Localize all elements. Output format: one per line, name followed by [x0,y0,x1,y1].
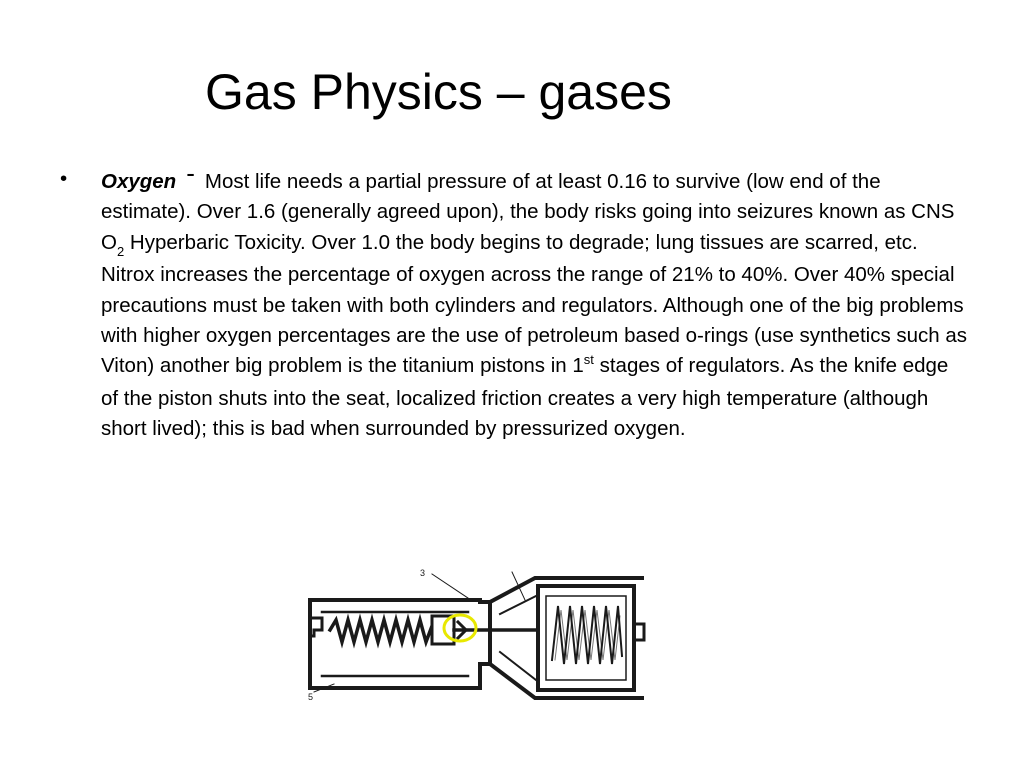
piston-spring [330,620,432,642]
regulator-first-stage-diagram [300,560,650,720]
subscript-two: 2 [116,243,125,259]
bullet-term: Oxygen [101,170,177,193]
leader-line-top [432,574,468,598]
bullet-dash: - [186,158,195,188]
bullet-text-part-1: Most life needs a partial pressure of at least 0.16 to survive (low end of the estimate). Over 1.6 (generally agreed upon), the body risks going into seizures known as CNS O [101,170,955,254]
diagram-label-bottom: 5 [308,692,314,702]
bullet-text-part-2: Hyperbaric Toxicity. Over 1.0 the body begins to degrade; lung tissues are scarred, etc. Nitrox increases the percentage of oxygen across the range of 21% to 40%. Over 40% special precautions must be taken with both cylinders and regulators. Although one of the big problems with higher oxygen percentages are the use of petroleum based o-rings (use synthetics such as Viton) another big problem is the titanium pistons in 1 [101,230,968,378]
bullet-marker: • [60,167,68,190]
diagram-label-top: 3 [420,568,426,578]
tapered-body-inner [500,596,536,680]
slide-title: Gas Physics – gases [205,64,672,120]
bullet-list [60,158,968,445]
superscript-st: st [583,352,594,368]
bullet-item-oxygen [60,158,968,445]
bullet-text-part-3: stages of regulators. As the knife edge of the piston shuts into the seat, localized friction creates a very high temperature (although short lived); this is bad when surrounded by pressurized oxygen. [101,354,949,441]
